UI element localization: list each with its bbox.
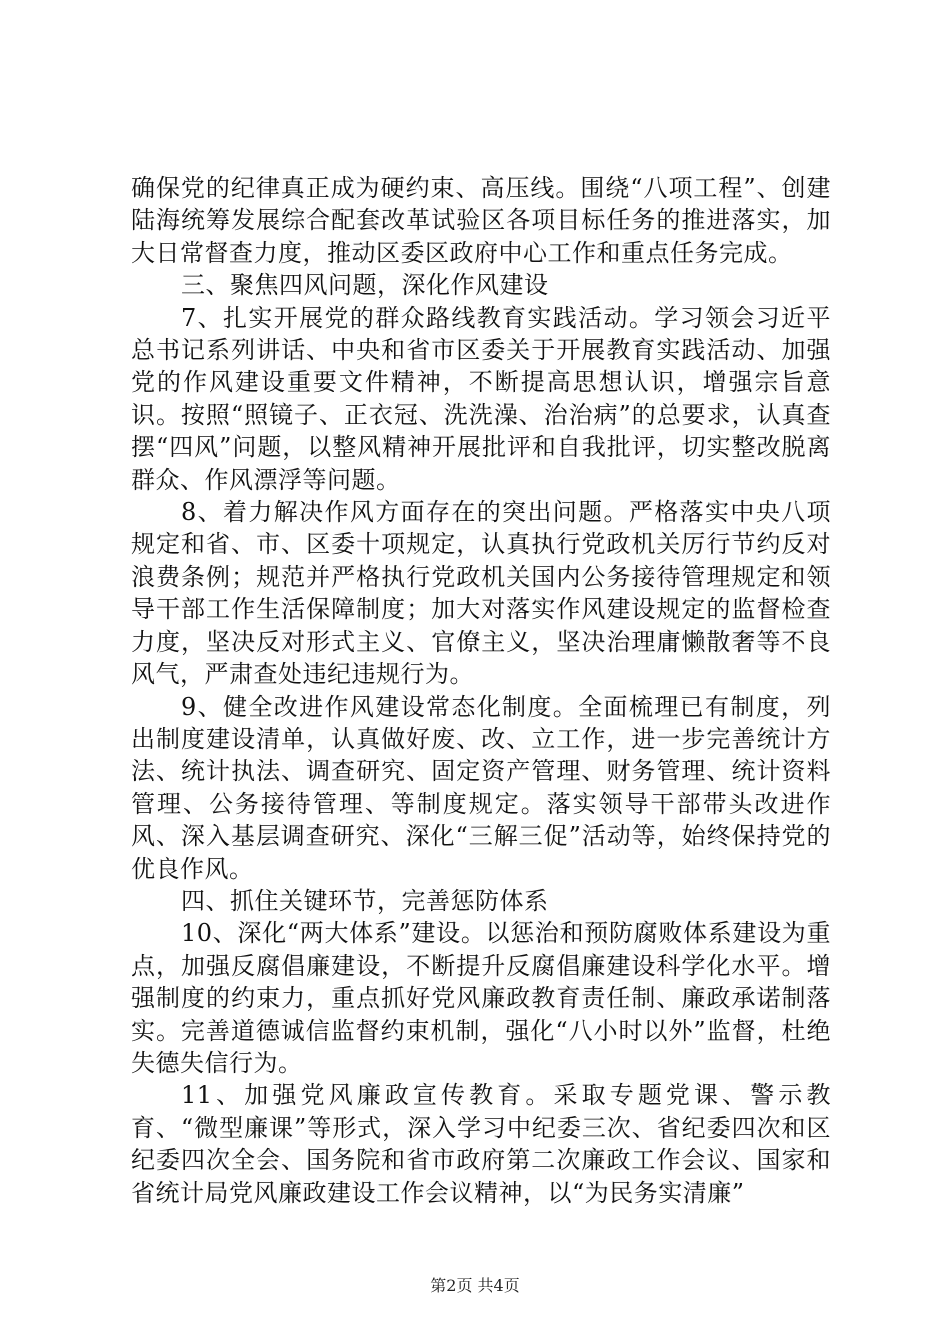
- paragraph-continuation: 确保党的纪律真正成为硬约束、高压线。围绕“八项工程”、创建陆海统筹发展综合配套改革试验区各项目标任务的推进落实，加大日常督查力度，推动区委区政府中心工作和重点任务完成。: [131, 174, 831, 267]
- paragraph-item-10: 10、深化“两大体系”建设。以惩治和预防腐败体系建设为重点，加强反腐倡廉建设，不断提升反腐倡廉建设科学化水平。增强制度的约束力，重点抓好党风廉政教育责任制、廉政承诺制落实。完善道德诚信监督约束机制，强化“八小时以外”监督，杜绝失德失信行为。: [131, 919, 831, 1077]
- paragraph-item-8: 8、着力解决作风方面存在的突出问题。严格落实中央八项规定和省、市、区委十项规定，认真执行党政机关厉行节约反对浪费条例；规范并严格执行党政机关国内公务接待管理规定和领导干部工作生活保障制度；加大对落实作风建设规定的监督检查力度，坚决反对形式主义、官僚主义，坚决治理庸懒散奢等不良风气，严肃查处违纪违规行为。: [131, 498, 831, 689]
- section-heading-four: 四、抓住关键环节，完善惩防体系: [181, 886, 549, 915]
- paragraph-item-7: 7、扎实开展党的群众路线教育实践活动。学习领会习近平总书记系列讲话、中央和省市区委关于开展教育实践活动、加强党的作风建设重要文件精神，不断提高思想认识，增强宗旨意识。按照“照镜子、正衣冠、洗洗澡、治治病”的总要求，认真查摆“四风”问题，以整风精神开展批评和自我批评，切实整改脱离群众、作风漂浮等问题。: [131, 303, 831, 494]
- document-body: [131, 172, 831, 1209]
- paragraph-item-9: 9、健全改进作风建设常态化制度。全面梳理已有制度，列出制度建设清单，认真做好废、改、立工作，进一步完善统计方法、统计执法、调查研究、固定资产管理、财务管理、统计资料管理、公务接待管理、等制度规定。落实领导干部带头改进作风、深入基层调查研究、深化“三解三促”活动等，始终保持党的优良作风。: [131, 692, 831, 883]
- page-footer: 第2页 共4页: [430, 1276, 520, 1295]
- section-heading-three: 三、聚焦四风问题，深化作风建设: [181, 271, 549, 300]
- paragraph-item-11: 11、加强党风廉政宣传教育。采取专题党课、警示教育、“微型廉课”等形式，深入学习中纪委三次、省纪委四次和区纪委四次全会、国务院和省市政府第二次廉政工作会议、国家和省统计局党风廉政建设工作会议精神，以“为民务实清廉”: [131, 1081, 831, 1207]
